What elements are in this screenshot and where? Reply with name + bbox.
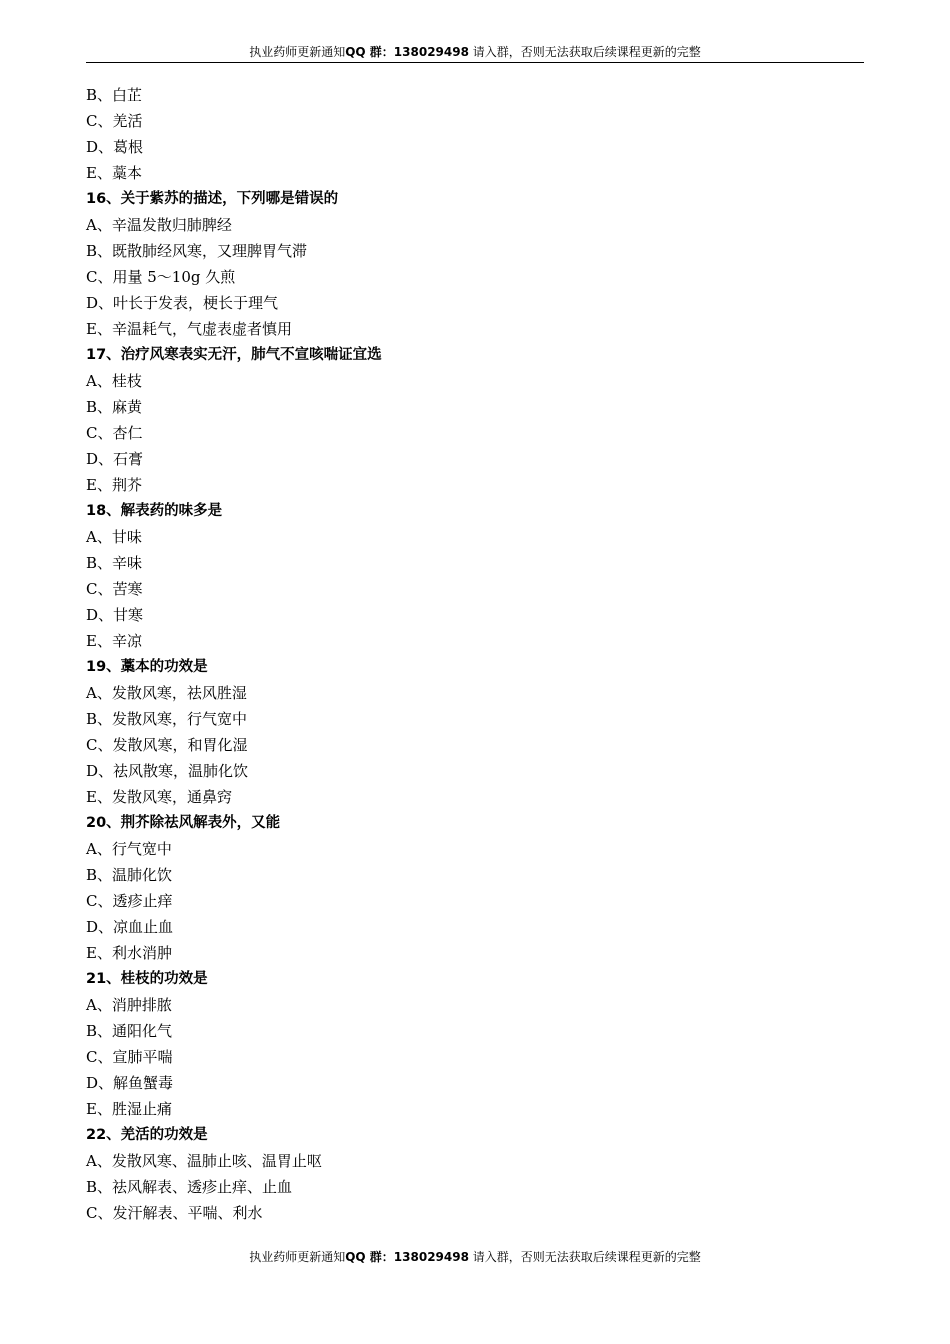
answer-option: B、既散肺经风寒，又理脾胃气滞 (86, 242, 308, 260)
answer-option: A、辛温发散归肺脾经 (86, 216, 232, 234)
answer-option: C、羌活 (86, 112, 143, 130)
answer-option: D、叶长于发表，梗长于理气 (86, 294, 279, 312)
question-stem: 20、荆芥除祛风解表外，又能 (86, 815, 281, 831)
question-stem: 17、治疗风寒表实无汗，肺气不宣咳喘证宜选 (86, 347, 382, 363)
answer-option: B、辛味 (86, 554, 143, 572)
answer-option: D、凉血止血 (86, 918, 174, 936)
footer-notice-suffix: 请入群，否则无法获取后续课程更新的完整 (468, 1250, 701, 1264)
answer-option: D、石膏 (86, 450, 144, 468)
answer-option: D、葛根 (86, 138, 144, 156)
question-stem: 22、羌活的功效是 (86, 1127, 208, 1143)
answer-option: E、发散风寒，通鼻窍 (86, 788, 232, 806)
answer-option: A、行气宽中 (86, 840, 172, 858)
page-header (86, 42, 864, 63)
answer-option: C、用量 5～10g 久煎 (86, 268, 236, 286)
footer-qq-group: QQ 群：138029498 (345, 1250, 469, 1264)
answer-option: C、苦寒 (86, 580, 143, 598)
answer-option: E、辛凉 (86, 632, 142, 650)
answer-option: E、利水消肿 (86, 944, 172, 962)
answer-option: B、祛风解表、透疹止痒、止血 (86, 1178, 293, 1196)
answer-option: A、发散风寒，祛风胜湿 (86, 684, 247, 702)
header-notice-suffix: 请入群，否则无法获取后续课程更新的完整 (468, 45, 701, 59)
page-footer (86, 1247, 864, 1267)
answer-option: C、宣肺平喘 (86, 1048, 173, 1066)
header-qq-group: QQ 群：138029498 (345, 45, 469, 59)
answer-option: B、麻黄 (86, 398, 143, 416)
answer-option: D、祛风散寒，温肺化饮 (86, 762, 249, 780)
answer-option: C、发散风寒，和胃化湿 (86, 736, 248, 754)
header-notice-prefix: 执业药师更新通知 (249, 45, 346, 59)
answer-option: A、甘味 (86, 528, 142, 546)
answer-option: C、透疹止痒 (86, 892, 173, 910)
question-stem: 21、桂枝的功效是 (86, 971, 208, 987)
answer-option: A、消肿排脓 (86, 996, 172, 1014)
question-stem: 16、关于紫苏的描述，下列哪是错误的 (86, 191, 339, 207)
question-stem: 19、藁本的功效是 (86, 659, 208, 675)
answer-option: E、辛温耗气，气虚表虚者慎用 (86, 320, 292, 338)
document-body (86, 82, 864, 1226)
answer-option: C、杏仁 (86, 424, 143, 442)
answer-option: A、桂枝 (86, 372, 142, 390)
answer-option: E、藁本 (86, 164, 142, 182)
answer-option: C、发汗解表、平喘、利水 (86, 1204, 263, 1222)
answer-option: E、荆芥 (86, 476, 142, 494)
question-stem: 18、解表药的味多是 (86, 503, 223, 519)
answer-option: A、发散风寒、温肺止咳、温胃止呕 (86, 1152, 322, 1170)
answer-option: B、白芷 (86, 86, 143, 104)
answer-option: B、发散风寒，行气宽中 (86, 710, 248, 728)
answer-option: D、甘寒 (86, 606, 144, 624)
answer-option: B、通阳化气 (86, 1022, 173, 1040)
answer-option: B、温肺化饮 (86, 866, 173, 884)
answer-option: D、解鱼蟹毒 (86, 1074, 174, 1092)
footer-notice-prefix: 执业药师更新通知 (249, 1250, 346, 1264)
answer-option: E、胜湿止痛 (86, 1100, 172, 1118)
